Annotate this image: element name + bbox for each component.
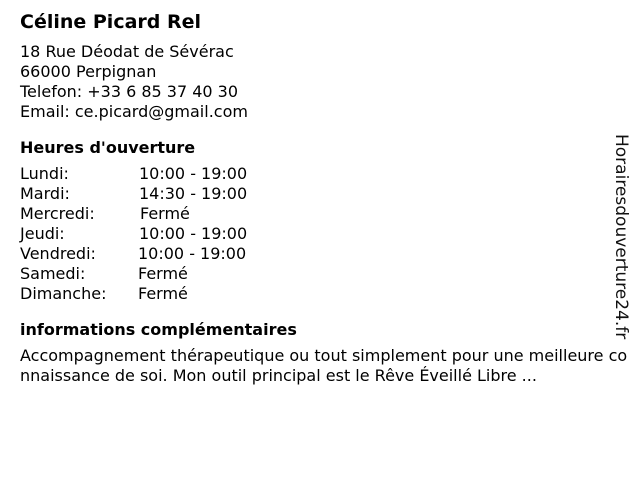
address-block [20,42,632,122]
day-label: Lundi: [20,164,69,183]
hours-row-friday [20,244,632,264]
business-name: Céline Picard Rel [20,11,202,33]
phone-number: Telefon: +33 6 85 37 40 30 [20,82,239,101]
day-hours: 14:30 - 19:00 [139,184,248,203]
opening-hours-heading: Heures d'ouverture [20,138,196,157]
day-hours: 10:00 - 19:00 [139,224,248,243]
day-label: Mardi: [20,184,70,203]
hours-row-monday [20,164,632,184]
hours-row-tuesday [20,184,632,204]
street-address: 18 Rue Déodat de Sévérac [20,42,234,61]
city-postal: 66000 Perpignan [20,62,157,81]
hours-row-wednesday [20,204,632,224]
business-card [20,8,632,386]
day-label: Samedi: [20,264,86,283]
day-hours: 10:00 - 19:00 [139,164,248,183]
day-label: Dimanche: [20,284,107,303]
email-address: Email: ce.picard@gmail.com [20,102,248,121]
hours-row-thursday [20,224,632,244]
day-label: Jeudi: [20,224,65,243]
day-hours: Fermé [138,264,188,283]
day-hours: Fermé [138,284,188,303]
hours-row-sunday [20,284,632,304]
site-watermark-label: Horairesdouverture24.fr [611,134,631,340]
additional-info-heading: informations complémentaires [20,320,297,339]
hours-row-saturday [20,264,632,284]
day-label: Mercredi: [20,204,95,223]
day-hours: Fermé [140,204,190,223]
additional-info-text: Accompagnement thérapeutique ou tout simplement pour une meilleure connaissance de soi. Mon outil principal est le Rêve Éveillé Libre ... [20,346,628,385]
day-label: Vendredi: [20,244,96,263]
day-hours: 10:00 - 19:00 [138,244,247,263]
opening-hours-list [20,164,632,304]
